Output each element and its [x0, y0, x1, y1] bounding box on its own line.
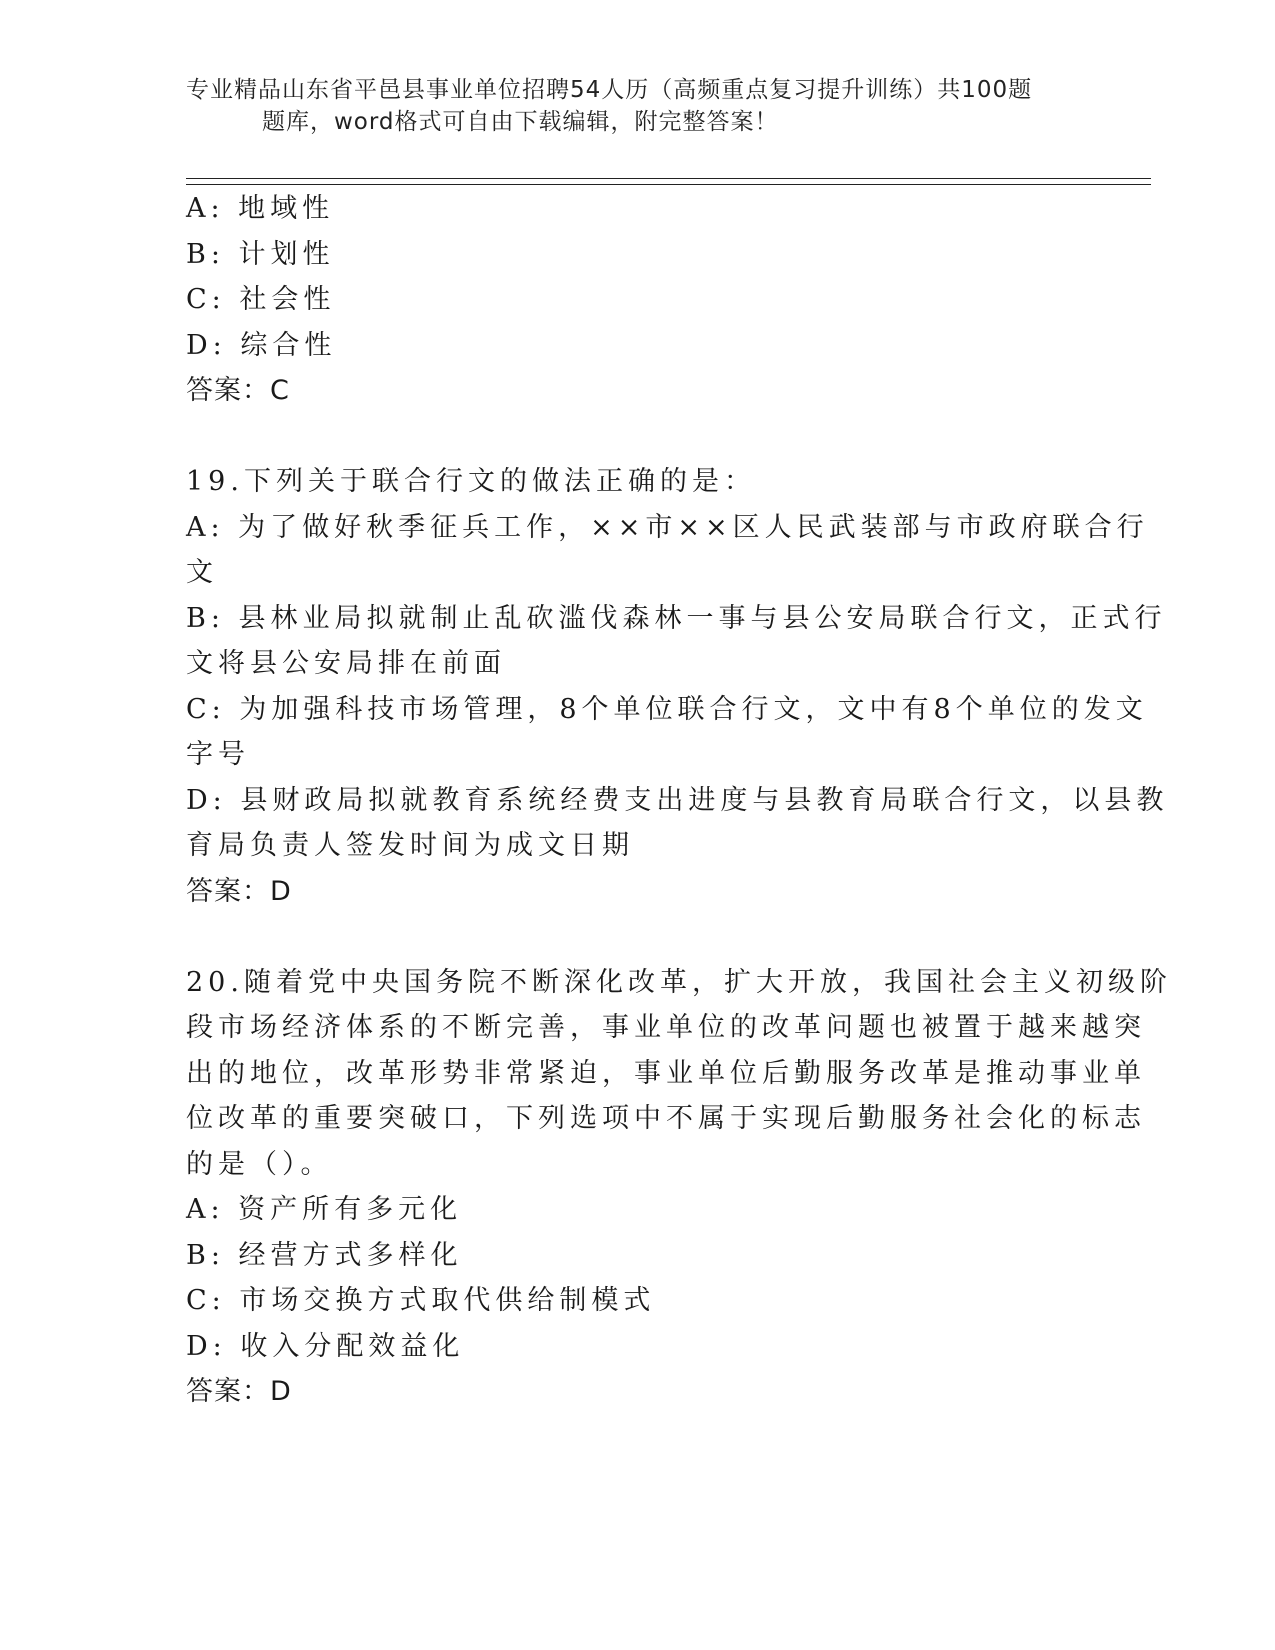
- option-d: D: 收入分配效益化: [186, 1330, 465, 1362]
- option-d: D: 县财政局拟就教育系统经费支出进度与县教育局联合行文，以县教: [186, 784, 1169, 816]
- header-divider-bottom: [186, 184, 1151, 185]
- spacer: [186, 914, 1086, 960]
- question-19-block: [186, 459, 1169, 914]
- question-18-block: [186, 186, 1086, 414]
- spacer: [186, 414, 1086, 460]
- option-c: C: 社会性: [186, 284, 336, 315]
- option-c-continued: 字号: [186, 739, 250, 770]
- header-divider-top: [186, 178, 1151, 179]
- question-content: [186, 186, 1172, 1415]
- question-stem-continued: 的是（）。: [186, 1148, 333, 1180]
- question-stem-continued: 出的地位，改革形势非常紧迫，事业单位后勤服务改革是推动事业单: [186, 1057, 1146, 1089]
- option-a: A: 资产所有多元化: [186, 1194, 463, 1225]
- question-20-block: [186, 960, 1172, 1415]
- option-b: B: 县林业局拟就制止乱砍滥伐森林一事与县公安局联合行文，正式行: [186, 602, 1167, 634]
- answer-line: 答案：D: [186, 875, 292, 907]
- answer-line: 答案：D: [186, 1376, 292, 1407]
- header-title-line1: 专业精品山东省平邑县事业单位招聘54人历（高频重点复习提升训练）共100题: [186, 77, 1033, 103]
- option-b: B: 经营方式多样化: [186, 1239, 463, 1271]
- option-c: C: 市场交换方式取代供给制模式: [186, 1285, 656, 1316]
- question-stem-continued: 位改革的重要突破口，下列选项中不属于实现后勤服务社会化的标志: [186, 1103, 1146, 1134]
- answer-line: 答案：C: [186, 375, 290, 406]
- option-a: A: 地域性: [186, 193, 335, 224]
- option-a-continued: 文: [186, 557, 218, 588]
- header-title-line2: 题库，word格式可自由下载编辑，附完整答案！: [262, 109, 779, 135]
- option-b: B: 计划性: [186, 238, 335, 270]
- document-header: [186, 74, 1066, 138]
- option-c: C: 为加强科技市场管理，8个单位联合行文，文中有8个单位的发文: [186, 693, 1148, 725]
- question-stem: 19.下列关于联合行文的做法正确的是：: [186, 466, 756, 497]
- option-b-continued: 文将县公安局排在前面: [186, 648, 506, 679]
- option-a: A: 为了做好秋季征兵工作，××市××区人民武装部与市政府联合行: [186, 511, 1149, 543]
- option-d: D: 综合性: [186, 329, 337, 361]
- question-stem-continued: 段市场经济体系的不断完善，事业单位的改革问题也被置于越来越突: [186, 1012, 1146, 1043]
- question-stem: 20.随着党中央国务院不断深化改革，扩大开放，我国社会主义初级阶: [186, 966, 1172, 998]
- option-d-continued: 育局负责人签发时间为成文日期: [186, 830, 634, 861]
